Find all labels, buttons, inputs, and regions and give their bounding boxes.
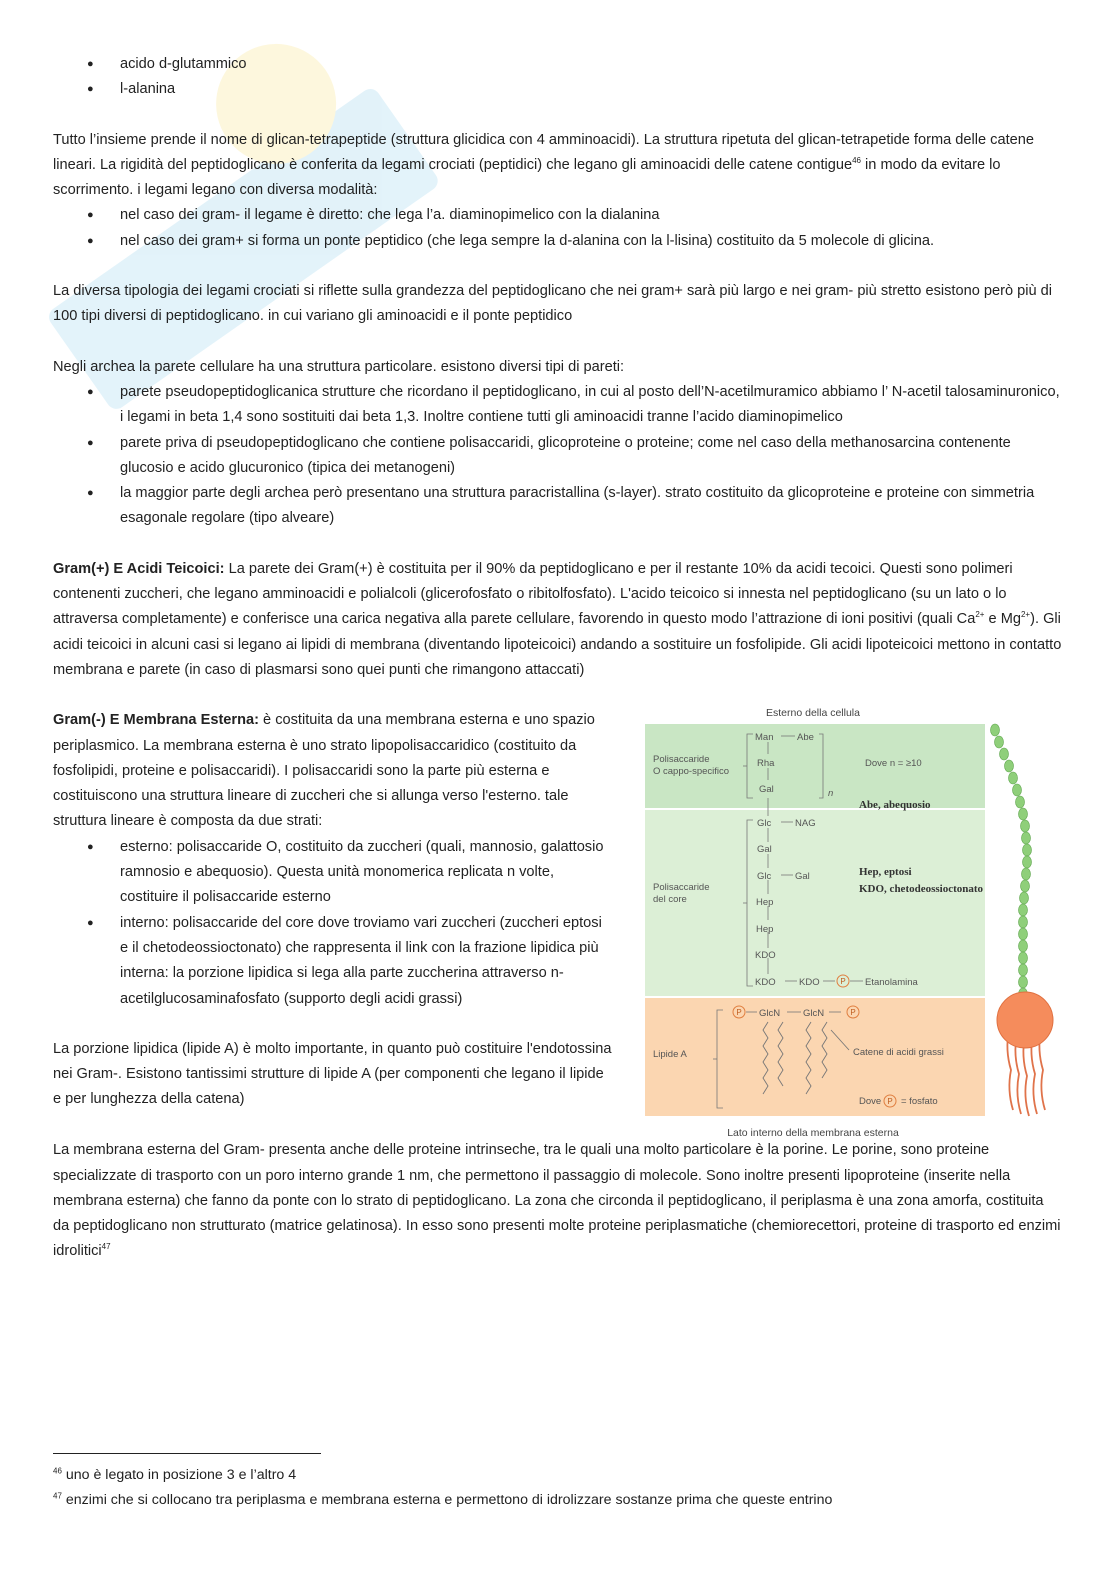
paragraph-gram-negative (53, 708, 613, 834)
paragraph-gram-positive (53, 557, 1063, 683)
paragraph-text: e Mg (984, 611, 1021, 628)
sugar-label: Abe (797, 732, 814, 744)
sugar-label: Man (755, 732, 774, 744)
section-label-o: Polisaccaride (653, 754, 710, 766)
superscript: 2+ (1020, 610, 1031, 620)
section-heading-gram-negative: Gram(-) E Membrana Esterna: (53, 712, 259, 729)
ethanolamine-label: Etanolamina (865, 977, 918, 989)
list-item: ● interno: polisaccaride del core dove troviamo vari zuccheri (zuccheri eptosi e il chetodeossioctonato) che rappresenta il link con la frazione lipidica più interna: la porzione lipidica si lega alla parte zuccherina attraverso n-acetilglucosaminafosfato (supporto degli acidi grassi) (120, 911, 613, 1012)
gram-negative-text (53, 708, 613, 1112)
repeat-n-label: n (828, 788, 834, 800)
legend-kdo: KDO, chetodeossioctonato (859, 883, 984, 896)
lipid-head-ball (997, 992, 1053, 1048)
sugar-label: KDO (799, 977, 820, 989)
sugar-label: Gal (759, 784, 774, 796)
list-item: ● parete pseudopeptidoglicanica strutture che ricordano il peptidoglicano, in cui al posto dell’N-acetilmuramico abbiamo l’ N-acetil talosaminuronico, i legami in beta 1,4 sono sostituiti dai beta 1,3. Inoltre contiene tutti gli aminoacidi tranne l’acido diaminopimelico (120, 380, 1063, 431)
lps-structure-figure (643, 700, 1073, 1140)
phosphate-symbol: P (887, 1097, 893, 1107)
repeat-count-legend: Dove n = ≥10 (865, 758, 922, 770)
paragraph-text: La membrana esterna del Gram- presenta anche delle proteine intrinseche, tra le quali una molto particolare è la porine. Le porine, sono proteine specializzate di trasporto con un poro interno grande 1 nm, che permettono il passaggio di molecole. Sono inoltre presenti lipoproteine (inserite nella membrana esterna) che fanno da ponte con lo strato di peptidoglicano. La zona che circonda il peptidoglicano, il periplasma è una zona amorfa, costituita da peptidoglicano non strutturato (matrice gelatinosa). In esso sono presenti molte proteine periplasmatiche (chemiorecettori, proteine di trasporto ed enzimi idrolitici (53, 1142, 1061, 1260)
polysaccharide-layer-list (53, 835, 613, 1012)
legend-abe: Abe, abequosio (859, 799, 931, 812)
legend-hep: Hep, eptosi (859, 866, 912, 879)
paragraph-text: La parete dei Gram(+) è costituita per il 90% da peptidoglicano e per il restante 10% da acidi tecoici. Questi sono polimeri contenenti zuccheri, che legano amminoacidi e polialcoli (glicerofosfato o ribitolfosfato). L'acido teicoico si innesta nel peptidoglicano (su un lato o lo attraversa completamente) e conferisce una carica negativa alla parete cellulare, favorendo in questo modo l’attrazione di ioni positivi (quali Ca (53, 560, 1013, 628)
footnote-divider (53, 1453, 321, 1454)
gram-negative-section (53, 708, 1063, 1138)
list-item: ● parete priva di pseudopeptidoglicano che contiene polisaccaridi, glicoproteine o proteine; come nel caso della methanosarcina contenente glucosio e acido glucuronico (tipica dei metanogeni) (120, 431, 1063, 482)
footnote-46 (53, 1463, 1063, 1488)
footnote-ref-47[interactable]: 47 (101, 1242, 111, 1252)
paragraph-legami-crociati: La diversa tipologia dei legami crociati si riflette sulla grandezza del peptidoglicano che nei gram+ sarà più largo e nei gram- più stretto esistono però più di 100 tipi diversi di peptidoglicano. in cui variano gli aminoacidi e il ponte peptidico (53, 283, 1053, 325)
section-label-core: del core (653, 894, 687, 906)
paragraph-archea: Negli archea la parete cellulare ha una struttura particolare. esistono diversi tipi di pareti: (53, 358, 625, 375)
footnote-number: 47 (53, 1491, 62, 1501)
sugar-label: Gal (795, 871, 810, 883)
sugar-label: KDO (755, 977, 776, 989)
archea-wall-list (53, 380, 1063, 532)
list-item: ● nel caso dei gram+ si forma un ponte peptidico (che lega sempre la d-alanina con la l-lisina) costituito da 5 molecole di glicina. (120, 229, 1063, 254)
list-item: ● acido d-glutammico (120, 52, 1063, 77)
section-label-core: Polisaccaride (653, 882, 710, 894)
footnote-ref-46[interactable]: 46 (852, 156, 861, 166)
footnote-text: enzimi che si collocano tra periplasma e membrana esterna e permettono di idrolizzare sostanze prima che queste entrino (61, 1492, 833, 1508)
phosphate-symbol: P (736, 1008, 742, 1018)
paragraph-text: ). Gli acidi teicoici in alcuni casi si legano ai lipidi di membrana (diventando lipoteicoici) andando a sostituire un fosfolipide. Gli acidi lipoteicoici mettono in contatto membrana e parete (in caso di plasmarsi sono quei punti che rimangono attaccati) (53, 611, 1062, 678)
footnotes (53, 1463, 1063, 1513)
phosphate-symbol: P (840, 977, 846, 987)
paragraph-text: è costituita da una membrana esterna e uno spazio periplasmico. La membrana esterna è uno strato lipopolisaccaridico (costituito da fosfolipidi, proteine e polisaccaridi). I polisaccaridi sono la parte più esterna e costituiscono una struttura lineare di zuccheri che si allunga verso l'esterno. tale struttura lineare è composta da due strati: (53, 712, 595, 830)
section-heading-gram-positive: Gram(+) E Acidi Teicoici: (53, 560, 225, 577)
core-region (645, 810, 985, 996)
sugar-label: Glc (757, 871, 772, 883)
crosslink-list (53, 203, 1063, 254)
sugar-label: Glc (757, 818, 772, 830)
footnote-number: 46 (53, 1466, 62, 1476)
phosphate-symbol: P (850, 1008, 856, 1018)
list-item: ● la maggior parte degli archea però presentano una struttura paracristallina (s-layer). strato costituito da glicoproteine e proteine con simmetria esagonale regolare (tipo alveare) (120, 481, 1063, 532)
footnote-text: uno è legato in posizione 3 e l’altro 4 (61, 1467, 297, 1483)
paragraph-porine (53, 1138, 1063, 1264)
superscript: 2+ (975, 610, 985, 620)
list-item: ● esterno: polisaccaride O, costituito da zuccheri (quali, mannosio, galattosio ramnosio e abequosio). Questa unità monomerica replicata n volte, costituire il polisaccaride esterno (120, 835, 613, 911)
footnote-47 (53, 1488, 1063, 1513)
paragraph-lipid-a: La porzione lipidica (lipide A) è molto importante, in quanto può costituire l'endotossina nei Gram-. Esistono tantissimi strutture di lipide A (per componenti che legano il lipide e per lunghezza della catena) (53, 1040, 612, 1108)
sugar-label: Hep (756, 897, 774, 909)
paragraph-text: in modo da evitare lo scorrimento. i legami legano con diversa modalità: (53, 156, 1001, 199)
paragraph-glican-tetrapeptide (53, 128, 1063, 204)
section-label-o: O cappo-specifico (653, 766, 730, 778)
sugar-label: Hep (756, 924, 774, 936)
section-label-lipid: Lipide A (653, 1049, 687, 1061)
sugar-label: KDO (755, 950, 776, 962)
fatty-acid-label: Catene di acidi grassi (853, 1047, 944, 1059)
phosphate-legend: Dove (859, 1096, 882, 1108)
document-page (53, 52, 1063, 1265)
figure-top-label: Esterno della cellula (766, 707, 860, 720)
sugar-label: NAG (795, 818, 816, 830)
sugar-label: Gal (757, 844, 772, 856)
phosphate-legend: = fosfato (901, 1096, 938, 1108)
paragraph-text: Tutto l’insieme prende il nome di glican-tetrapeptide (struttura glicidica con 4 amminoacidi). La struttura ripetuta del glican-tetrapetide forma delle catene lineari. La rigidità del peptidoglicano è conferita da legami crociati (peptidici) che legano gli aminoacidi delle catene contigue (53, 131, 1034, 173)
figure-bottom-label: Lato interno della membrana esterna (727, 1127, 899, 1140)
list-item: ● l-alanina (120, 77, 1063, 102)
list-item: ● nel caso dei gram- il legame è diretto: che lega l’a. diaminopimelico con la dialanina (120, 203, 1063, 228)
sugar-label: GlcN (759, 1008, 781, 1020)
sugar-label: GlcN (803, 1008, 825, 1020)
sugar-label: Rha (757, 758, 775, 770)
amino-acid-list (53, 52, 1063, 103)
